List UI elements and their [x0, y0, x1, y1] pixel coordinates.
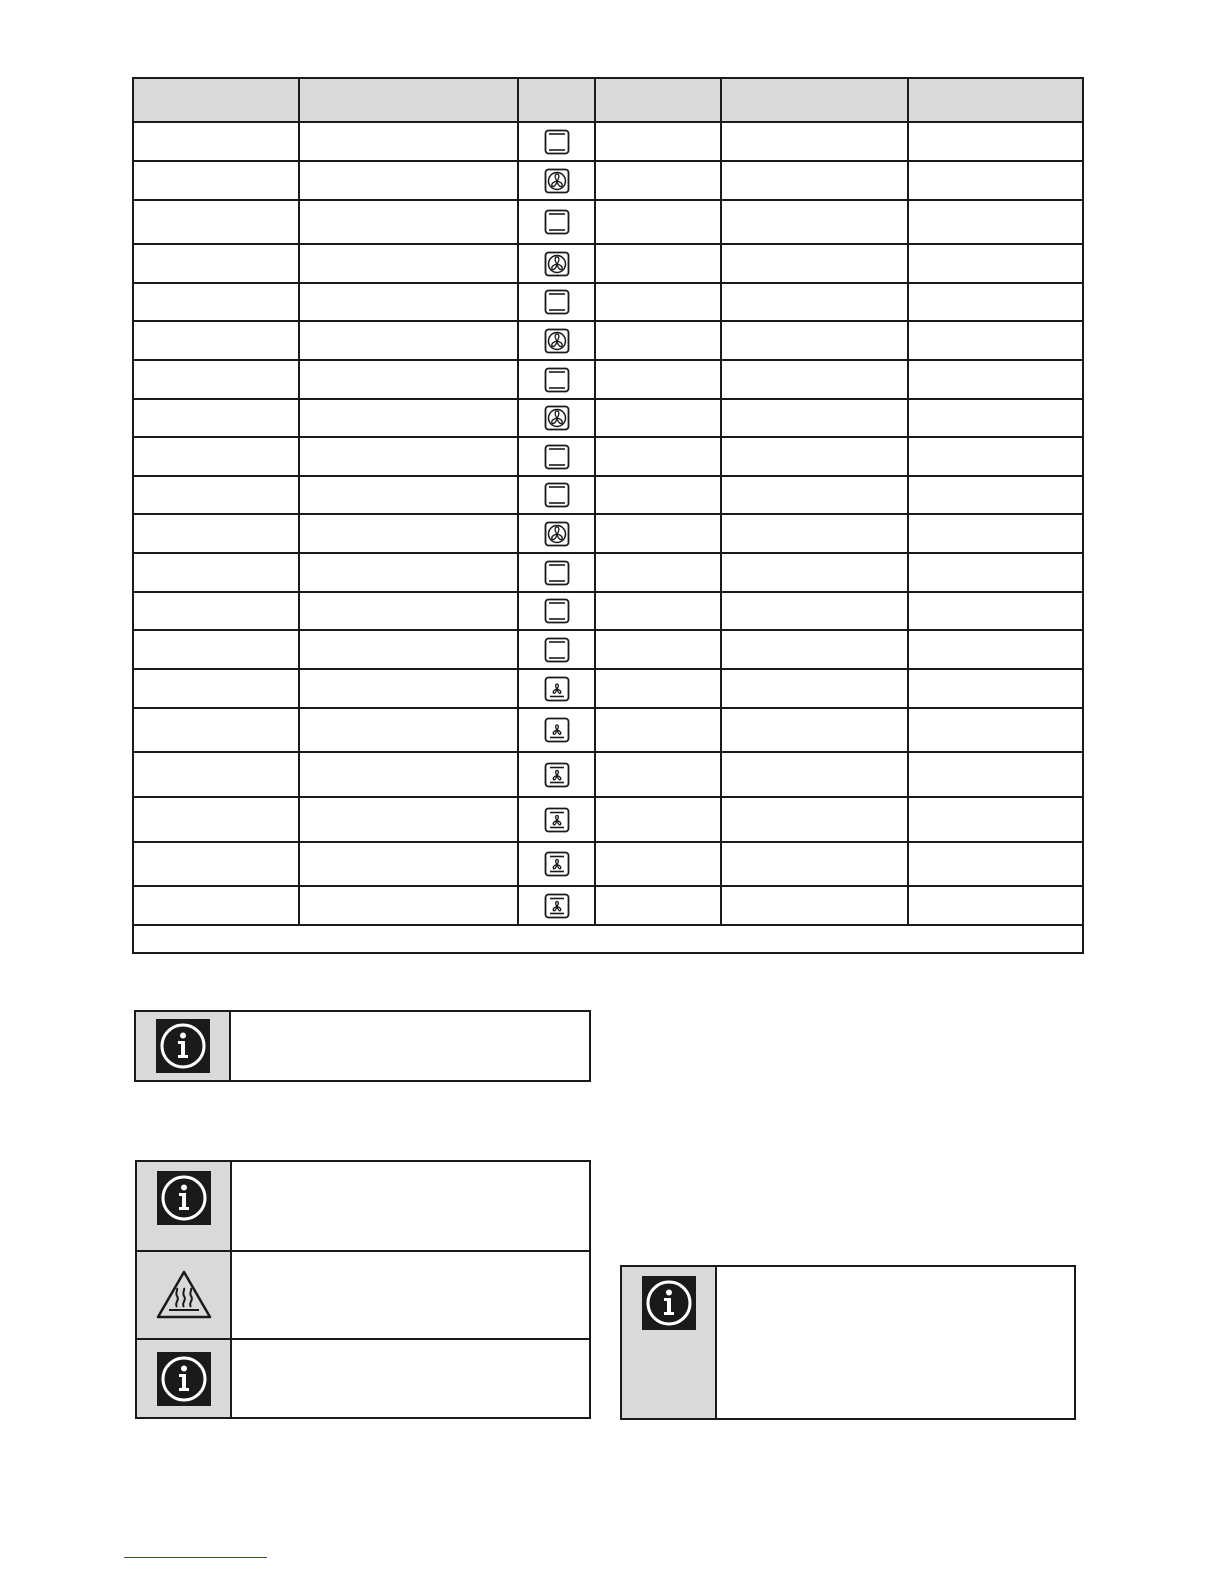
fan-ring-heat-icon: [544, 168, 570, 194]
table-row: [133, 200, 1083, 244]
table-cell: [133, 752, 299, 797]
table-row: [133, 797, 1083, 842]
table-cell: [721, 553, 908, 592]
table-cell: [721, 886, 908, 925]
table-cell: [595, 886, 721, 925]
table-cell: [595, 553, 721, 592]
table-cell: [595, 283, 721, 321]
top-bottom-heat-icon: [544, 209, 570, 235]
table-cell: [908, 283, 1083, 321]
top-bottom-heat-icon: [544, 444, 570, 470]
table-cell: [721, 630, 908, 669]
table-cell: [908, 514, 1083, 553]
table-cell: [908, 592, 1083, 630]
table-cell: [595, 399, 721, 437]
fan-ring-heat-icon: [544, 521, 570, 547]
hot-surface-warning-icon: [155, 1269, 213, 1321]
mode-cell: [518, 708, 595, 752]
table-cell: [721, 669, 908, 708]
table-cell: [595, 630, 721, 669]
table-cell: [721, 592, 908, 630]
table-cell: [721, 283, 908, 321]
info-icon: [156, 1019, 210, 1073]
table-cell: [721, 437, 908, 476]
table-cell: [908, 161, 1083, 200]
header-cell-4: [595, 78, 721, 122]
table-cell: [721, 360, 908, 399]
info-icon: [157, 1352, 211, 1406]
table-cell: [908, 669, 1083, 708]
grouped-note-row-2: [137, 1250, 589, 1338]
table-cell: [721, 161, 908, 200]
table-cell: [133, 886, 299, 925]
right-info-note-box: [620, 1265, 1076, 1420]
table-cell: [721, 122, 908, 161]
table-cell: [133, 842, 299, 886]
fan-top-bottom-heat-icon: [544, 807, 570, 833]
table-cell: [595, 592, 721, 630]
fan-ring-heat-icon: [544, 328, 570, 354]
mode-cell: [518, 842, 595, 886]
fan-bottom-heat-icon: [544, 717, 570, 743]
table-cell: [299, 842, 518, 886]
table-cell: [595, 244, 721, 283]
table-cell: [721, 797, 908, 842]
grouped-note-text-1: [232, 1162, 589, 1250]
table-cell: [721, 708, 908, 752]
cooking-table: [132, 77, 1084, 954]
table-row: [133, 122, 1083, 161]
table-row: [133, 842, 1083, 886]
info-icon: [642, 1276, 696, 1330]
footer-rule: [124, 1557, 267, 1558]
table-row: [133, 708, 1083, 752]
header-cell-1: [133, 78, 299, 122]
mode-cell: [518, 669, 595, 708]
info-note-row: [136, 1012, 589, 1080]
mode-cell: [518, 553, 595, 592]
table-cell: [299, 886, 518, 925]
table-row: [133, 592, 1083, 630]
table-cell: [133, 122, 299, 161]
table-cell: [595, 708, 721, 752]
mode-cell: [518, 200, 595, 244]
table-cell: [595, 669, 721, 708]
info-icon: [157, 1171, 211, 1225]
table-row: [133, 437, 1083, 476]
grouped-note-icon-cell-1: [137, 1162, 232, 1250]
top-bottom-heat-icon: [544, 482, 570, 508]
header-cell-2: [299, 78, 518, 122]
fan-ring-heat-icon: [544, 405, 570, 431]
table-cell: [133, 553, 299, 592]
table-cell: [721, 842, 908, 886]
mode-cell: [518, 399, 595, 437]
table-cell: [299, 669, 518, 708]
table-cell: [908, 752, 1083, 797]
table-cell: [299, 592, 518, 630]
table-cell: [299, 630, 518, 669]
top-bottom-heat-icon: [544, 367, 570, 393]
table-cell: [721, 244, 908, 283]
mode-cell: [518, 630, 595, 669]
fan-top-bottom-heat-icon: [544, 893, 570, 919]
table-cell: [299, 200, 518, 244]
mode-cell: [518, 797, 595, 842]
table-cell: [133, 244, 299, 283]
table-cell: [299, 553, 518, 592]
table-cell: [133, 437, 299, 476]
table-cell: [299, 122, 518, 161]
info-note-box: [134, 1010, 591, 1082]
top-bottom-heat-icon: [544, 560, 570, 586]
table-cell: [721, 752, 908, 797]
fan-ring-heat-icon: [544, 251, 570, 277]
table-row: [133, 514, 1083, 553]
table-cell: [908, 842, 1083, 886]
table-row: [133, 669, 1083, 708]
table-body: [133, 122, 1083, 953]
header-cell-5: [721, 78, 908, 122]
grouped-note-icon-cell-2: [137, 1252, 232, 1338]
table-cell: [908, 476, 1083, 514]
table-cell: [133, 669, 299, 708]
table-cell: [595, 321, 721, 360]
mode-cell: [518, 592, 595, 630]
mode-cell: [518, 752, 595, 797]
table-cell: [133, 797, 299, 842]
mode-cell: [518, 283, 595, 321]
table-cell: [908, 244, 1083, 283]
table-row: [133, 399, 1083, 437]
right-info-note-row: [622, 1267, 1074, 1418]
fan-bottom-heat-icon: [544, 676, 570, 702]
table-footnote: [133, 925, 1083, 953]
table-cell: [299, 283, 518, 321]
table-cell: [595, 752, 721, 797]
table-cell: [721, 200, 908, 244]
table-row: [133, 630, 1083, 669]
table-cell: [595, 161, 721, 200]
right-info-note-text: [717, 1267, 1074, 1418]
table-row: [133, 553, 1083, 592]
header-cell-3: [518, 78, 595, 122]
mode-cell: [518, 437, 595, 476]
table-cell: [721, 399, 908, 437]
info-note-icon-cell: [136, 1012, 231, 1080]
table-cell: [908, 200, 1083, 244]
table-cell: [133, 321, 299, 360]
table-cell: [299, 321, 518, 360]
table-row: [133, 886, 1083, 925]
fan-top-bottom-heat-icon: [544, 851, 570, 877]
table-cell: [908, 321, 1083, 360]
table-cell: [721, 321, 908, 360]
table-cell: [721, 514, 908, 553]
header-cell-6: [908, 78, 1083, 122]
table-cell: [299, 476, 518, 514]
table-cell: [595, 360, 721, 399]
mode-cell: [518, 514, 595, 553]
table-cell: [908, 708, 1083, 752]
grouped-note-text-3: [232, 1340, 589, 1417]
grouped-note-icon-cell-3: [137, 1340, 232, 1417]
table-cell: [595, 200, 721, 244]
table-cell: [908, 122, 1083, 161]
table-row: [133, 244, 1083, 283]
table-row: [133, 476, 1083, 514]
table-cell: [908, 797, 1083, 842]
fan-top-bottom-heat-icon: [544, 762, 570, 788]
right-info-note-icon-cell: [622, 1267, 717, 1418]
table-cell: [133, 399, 299, 437]
table-cell: [908, 360, 1083, 399]
table-row: [133, 360, 1083, 399]
table-cell: [133, 514, 299, 553]
table-cell: [721, 476, 908, 514]
table-cell: [908, 437, 1083, 476]
table-cell: [908, 886, 1083, 925]
table-footnote-row: [133, 925, 1083, 953]
table-cell: [908, 630, 1083, 669]
table-cell: [595, 797, 721, 842]
table-cell: [299, 399, 518, 437]
table-cell: [299, 708, 518, 752]
grouped-note-row-1: [137, 1162, 589, 1250]
top-bottom-heat-icon: [544, 289, 570, 315]
table-cell: [595, 437, 721, 476]
mode-cell: [518, 161, 595, 200]
table-row: [133, 752, 1083, 797]
table-cell: [299, 437, 518, 476]
table-cell: [595, 842, 721, 886]
grouped-note-box: [135, 1160, 591, 1419]
table-cell: [299, 244, 518, 283]
mode-cell: [518, 886, 595, 925]
table-cell: [133, 708, 299, 752]
mode-cell: [518, 244, 595, 283]
table-cell: [133, 592, 299, 630]
table-cell: [299, 360, 518, 399]
table-cell: [299, 752, 518, 797]
top-bottom-heat-icon: [544, 129, 570, 155]
grouped-note-text-2: [232, 1252, 589, 1338]
info-note-text: [231, 1012, 589, 1080]
table-cell: [299, 161, 518, 200]
table-cell: [595, 122, 721, 161]
top-bottom-heat-icon: [544, 598, 570, 624]
mode-cell: [518, 321, 595, 360]
table-cell: [299, 514, 518, 553]
table-cell: [133, 476, 299, 514]
table-cell: [908, 553, 1083, 592]
grouped-note-row-3: [137, 1338, 589, 1417]
table-row: [133, 161, 1083, 200]
table-row: [133, 321, 1083, 360]
mode-cell: [518, 122, 595, 161]
table-cell: [908, 399, 1083, 437]
mode-cell: [518, 476, 595, 514]
table-row: [133, 283, 1083, 321]
table-header-row: [133, 78, 1083, 122]
top-bottom-heat-icon: [544, 637, 570, 663]
table-cell: [133, 360, 299, 399]
table-cell: [133, 161, 299, 200]
table-cell: [133, 283, 299, 321]
table-cell: [595, 514, 721, 553]
table-cell: [133, 630, 299, 669]
table-cell: [133, 200, 299, 244]
table-cell: [595, 476, 721, 514]
table-cell: [299, 797, 518, 842]
mode-cell: [518, 360, 595, 399]
